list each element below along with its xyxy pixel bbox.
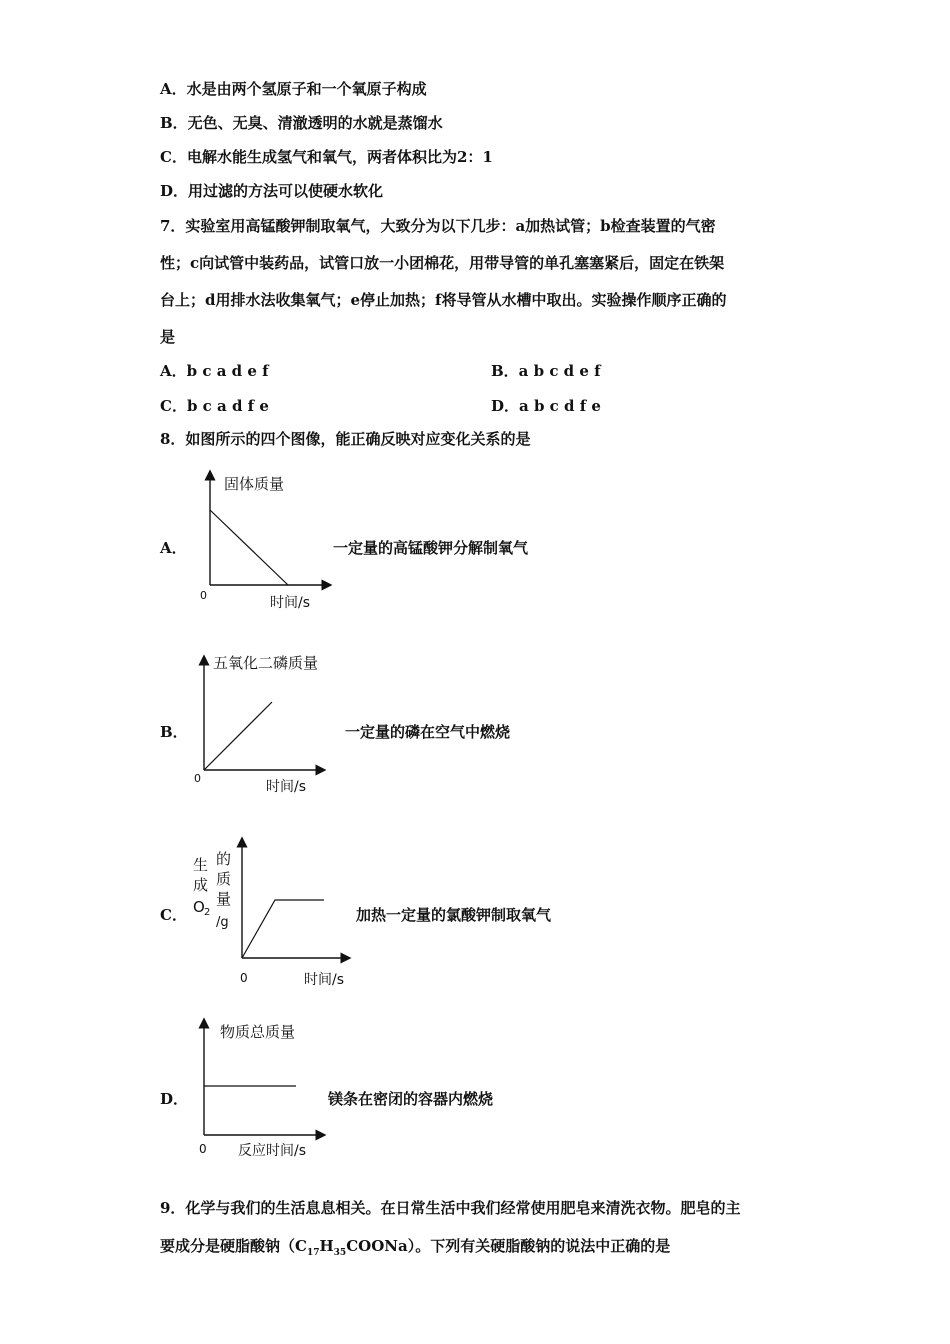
origin-label: 0 — [199, 1142, 207, 1156]
q7-option-d: D．a b c d f e — [491, 397, 601, 415]
q9-sub-35: 35 — [333, 1248, 347, 1258]
x-axis-label: 时间/s — [304, 972, 345, 988]
q8-graph-c-caption: 加热一定量的氯酸钾制取氧气 — [356, 906, 552, 924]
q9-line2-suffix: COONa）。下列有关硬脂酸钠的说法中正确的是 — [346, 1237, 671, 1255]
q6-option-c: C．电解水能生成氢气和氧气，两者体积比为2：1 — [160, 148, 493, 166]
y-axis-label: 五氧化二磷质量 — [213, 654, 319, 672]
q8-graph-a-label: A． — [160, 539, 187, 557]
q7-option-a: A．b c a d e f — [160, 362, 269, 380]
q8-graph-a-caption: 一定量的高锰酸钾分解制氧气 — [333, 539, 529, 557]
q7-stem-line-3: 台上；d用排水法收集氧气；e停止加热；f将导管从水槽中取出。实验操作顺序正确的 — [160, 291, 727, 309]
y-label-char-2: 成 — [193, 876, 209, 894]
q7-option-c: C．b c a d f e — [160, 397, 269, 415]
q6-option-a: A．水是由两个氢原子和一个氧原子构成 — [160, 80, 427, 98]
q8-graph-b-caption: 一定量的磷在空气中燃烧 — [345, 723, 511, 741]
y-label-char-1: 生 — [193, 856, 209, 874]
q9-stem-line-1: 9．化学与我们的生活息息相关。在日常生活中我们经常使用肥皂来清洗衣物。肥皂的主 — [160, 1199, 741, 1217]
y-label-sub-2: 2 — [204, 907, 211, 918]
q9-h: H — [319, 1237, 334, 1255]
q7-stem-line-1: 7．实验室用高锰酸钾制取氧气，大致分为以下几步：a加热试管；b检查装置的气密 — [160, 217, 716, 235]
x-axis-label: 时间/s — [266, 779, 307, 795]
origin-label: 0 — [194, 772, 201, 785]
q8-graph-d-caption: 镁条在密闭的容器内燃烧 — [328, 1090, 494, 1108]
x-axis-label: 时间/s — [270, 595, 311, 611]
y-label-char-3: 的 — [216, 850, 232, 868]
y-label-char-4: 质 — [216, 870, 232, 888]
data-line — [242, 900, 324, 958]
x-axis-label: 反应时间/s — [238, 1143, 307, 1159]
origin-label: 0 — [240, 971, 248, 985]
q6-option-b: B．无色、无臭、清澈透明的水就是蒸馏水 — [160, 114, 443, 132]
y-axis-label: 固体质量 — [224, 475, 285, 493]
y-label-unit: /g — [216, 915, 229, 930]
q8-graph-c — [188, 832, 358, 992]
q9-sub-17: 17 — [306, 1248, 320, 1258]
y-label-char-5: 量 — [216, 890, 232, 908]
q8-graph-d — [188, 1015, 338, 1165]
q6-option-d: D．用过滤的方法可以使硬水软化 — [160, 182, 384, 200]
q8-stem: 8．如图所示的四个图像，能正确反映对应变化关系的是 — [160, 430, 531, 448]
data-line — [204, 702, 272, 770]
q8-graph-b-label: B． — [160, 723, 188, 741]
q7-stem-line-2: 性；c向试管中装药品，试管口放一小团棉花，用带导管的单孔塞塞紧后，固定在铁架 — [160, 254, 725, 272]
y-axis-label: 物质总质量 — [220, 1023, 296, 1041]
q7-stem-line-4: 是 — [160, 328, 176, 346]
y-label-o: O — [193, 898, 205, 916]
origin-label: 0 — [200, 589, 207, 602]
q8-graph-d-label: D． — [160, 1090, 189, 1108]
q8-graph-c-label: C． — [160, 906, 187, 924]
q9-stem-line-2 — [160, 1235, 670, 1258]
data-line — [210, 510, 288, 585]
q8-graph-a — [190, 465, 340, 615]
q7-option-b: B．a b c d e f — [491, 362, 601, 380]
q9-line2-prefix: 要成分是硬脂酸钠（C — [160, 1237, 307, 1255]
q8-graph-b — [188, 648, 348, 798]
